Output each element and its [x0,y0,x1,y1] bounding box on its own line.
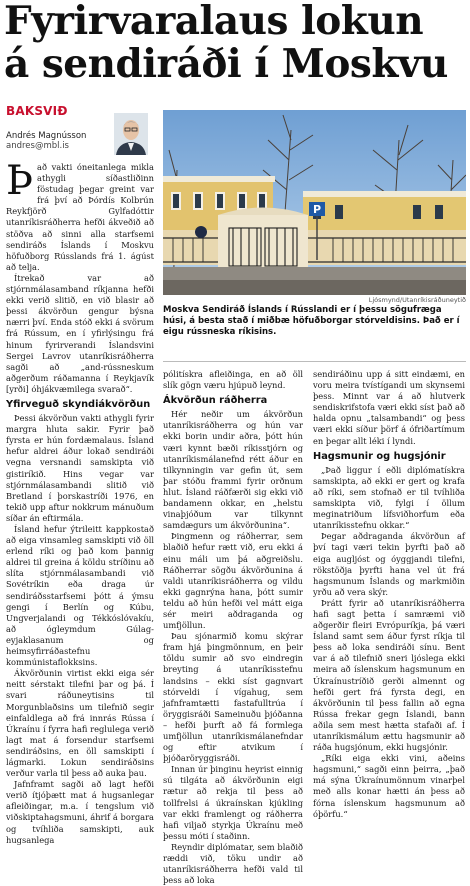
paragraph: Þau sjónarmið komu skýrar fram hjá þingmönnum, en þeir töldu sumir að svo eindregin breyting á utanríkisstefnu landsins – ekki síst gagnvart stórveldi í vígahug, sem jafnframtætti fastafulltrúa í öryggisráði Sameinuðu þjóðanna – hefði þurft að fá formlega umfjöllun utanríkismálanefndar og eftir atvikum í þjóðaröryggisráði. [163,631,303,764]
subheading: Ákvörðun ráðherra [163,395,268,407]
dropcap: Þ [6,158,34,204]
paragraph: Reyndir diplómatar, sem blaðið ræddi við, töku undir að utanríkisráðherra hefði vald til þess að loka [163,841,303,886]
photo-credit: Ljósmynd/Utanríkisráðuneytið [368,296,466,304]
paragraph: Ákvörðunin virtist ekki eiga sér neitt sérstakt tilefni þar og þá. Í svari ráðuneytisins til Morgunblaðsins um tilefnið segir einfaldlega að frá innrás Rússa í Úkraínu í fyrra hafi reglulega verið lagt mat á forsendur starfsemi sendiráðsins, en öll samskipti í lágmarki. Lokun sendiráðsins verður varla til þess að auka þau. [6,668,154,779]
paragraph: Þessi ákvörðun vakti athygli fyrir margra hluta sakir. Fyrir það fyrsta er hún fordæmalaus. Ísland hefur aldrei áður lokað sendiráði vegna versnandi samskipta við gistiríkið. Hins vegar var stjórnmálasambandi slitið við Bretland í þorskastríði 1976, en tekið upp aftur nokkrum mánuðum síðar án eftirmála. [6,413,154,523]
author-email[interactable]: andres@mbl.is [6,141,69,151]
svg-text:P: P [312,203,322,216]
paragraph: Ítrekað var að stjórnmálasamband ríkjanna hefði ekki verið slitið, en við blasir að þessi ákvörðun gengur býsna nærri því. Enda stóð ekki á svörum frá Rússum, en í yfirlýsingu frá hinum fyrirverandi Íslandsvini Sergei Lavrov utanríkisráðherra sagði að „and-rússneskum aðgerðum ráðamanna í Reykjavík [yrði] óhjákvæmilega svarað“. [6,272,154,394]
caption-divider [163,361,466,362]
headline-line-2: á sendiráði í Moskvu [4,41,448,87]
author-photo [114,113,148,155]
paragraph: „Það liggur í eðli diplómatískra samskipta, að ekki er gert og krafa að ríki, sem stofnað er til tvíhliða samskipta við, fylgi í öllum meginatriðum lífsviðhorfum eða utanríkisstefnu okkar.“ [313,464,465,531]
paragraph: Þrátt fyrir að utanríkisráðherra hafi sagt þetta í samræmi við aðgerðir fleiri Evrópuríkja, þá væri Ísland samt sem áður fyrst ríkja til þess að loka sendiráði sínu. Bent var á að tilefnið sneri ljóslega ekki meira að íslenskum hagsmunum en Úkraínustríðið gerði almennt og hefði gert frá fyrsta degi, en ákvörðunin til þess fallin að egna Rússa frekar gegn Íslandi, bann aðila sem mest hætta stafaði af. Í utanríkismálum ættu hagsmunir að ráða hugsjónum, ekki hugsjónir. [313,597,465,753]
subheading: Yfirveguð skyndiákvörðun [6,398,151,410]
paragraph: Hér neðir um ákvörðun utanríkisráðherra og hún var ekki borin undir aðra, þótt hún væri kynnt bæði ríkisstjórn og utanríkismálanefnd rétt áður en tilkynningin var gefin út, sem þar stóðu frammi fyrir orðnum hlut. Ísland ráðfærði sig ekki við bandamenn okkar, en „helstu vinaþjóðum var tilkynnt samdægurs um ákvörðunina“. [163,409,303,531]
section-label: BAKSVIÐ [6,104,68,118]
article-column-2 [163,369,303,886]
headline [4,0,466,86]
caption-text: Sendiráð Íslands í Rússlandi er í þessu sögufræga húsi, á besta stað í miðbæ höfuðborgar stórveldisins. Það er í eigu rússneska ríkisins. [163,305,460,337]
lead-paragraph: Það vakti óneitanlega mikla athygli síðastliðinn föstudag þegar greint var frá því að Þórdís Kolbrún Reykfjörð Gylfadóttir utanríkisráðherra hefði ákveðið að stöðva að sinni alla starfsemi sendiráðs Íslands í Moskvu höfuðborg Rússlands frá 1. ágúst að telja. [6,158,154,272]
paragraph: Jafnframt sagði að lagt hefði verið ítjóþætt mat á hugsanlegar afleiðingar, m.a. í tengslum við viðskiptahagsmuni, áhrif á borgara og tvíhliða samskipti, auk hugsanlega [6,779,154,845]
article-column-3 [313,369,465,820]
paragraph: Þingmenn og ráðherrar, sem blaðið hefur rætt við, eru ekki á einu máli um þá aðgreiðslu. Ráðherrar sögðu ákvörðunina á valdi utanríkisráðherra og vildu ekki gagnrýna hana, þótt sumir teldu að hún hefði vel mátt eiga sér meiri aðdraganda og umfjöllun. [163,531,303,631]
embassy-photo [163,110,466,295]
photo-caption [163,305,466,338]
subheading: Hagsmunir og hugsjónir [313,450,446,462]
caption-lead: Moskva [163,305,200,315]
author-name: Andrés Magnússon [6,131,87,141]
paragraph: Innan úr þinginu heyrist einnig sú tilgáta að ákvörðunin eigi rætur að rekja til þess að tollfrelsi á úkraínskan kjúkling var ekki framlengt og ráðherra hafi viljað styrkja Úkraínu með þessu móti í staðinn. [163,764,303,841]
headline-line-1: Fyrirvaralaus lokun [4,0,424,44]
article-column-1 [6,158,154,846]
paragraph: pólitískra afleiðinga, en að öll slík gögn væru hjúpuð leynd. [163,369,303,391]
paragraph: Þegar aðdraganda ákvörðun af því tagi væri tekin þyrfti það að eiga augljóst og óyggjandi tilefni, rökstöðja þyrfti hana vel út frá hagsmunum Íslands og markmiðin yrðu að vera skýr. [313,531,465,597]
paragraph: Ísland hefur ýtrileitt kappkostað að eiga vinsamleg samskipti við öll erlend ríki og það kom þannig aldrei til greina á köldu stríðinu að slíta stjórnmálasambandi við Sovétríkin eða draga úr sendiráðsstarfsemi þótt á ýmsu gengi í Berlín og Kúbu, Ungverjalandi og Tékkóslóvakíu, að ógleymdum Gúlag-eyjaklasanum og heimsyfirráðastefnu kommúnistaflokksins. [6,524,154,668]
paragraph: „Ríki eiga ekki vini, aðeins hagsmuni,“ sagði einn þeirra, „það má sýna Úkraínumönnum vinarþel með alls konar hætti án þess að fórna íslenskum hagsmunum að óþörfu.“ [313,753,465,819]
paragraph: sendiráðinu upp á sitt eindæmi, en voru meira tvístígandi um skynsemi þess. Minnt var á að hlutverk sendiskrifstofa væri ekki síst það að halda opnu „talsambandi“ og þess væri ekki síður þörf á ófriðartímum en þegar allt léki í lyndi. [313,369,465,446]
